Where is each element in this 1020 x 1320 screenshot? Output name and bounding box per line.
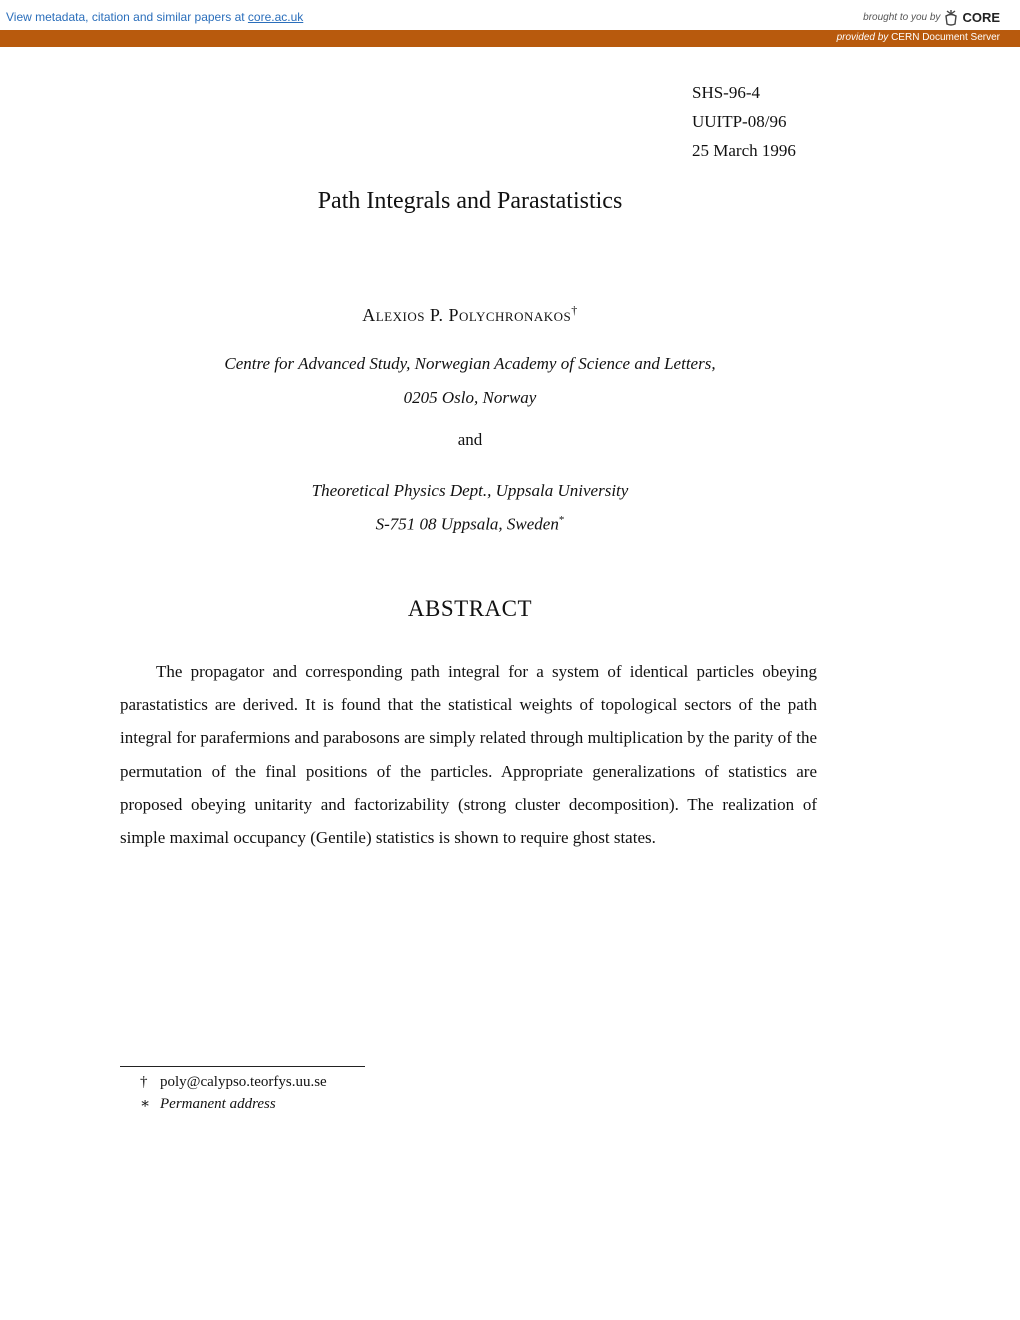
core-branding[interactable]: [863, 8, 1000, 26]
provided-by-text[interactable]: [837, 32, 1000, 43]
author: [0, 303, 940, 326]
author-footnote-mark: †: [571, 303, 578, 317]
preprint-number-2: UUITP-08/96: [692, 112, 787, 131]
core-ac-uk-link[interactable]: core.ac.uk: [247, 10, 304, 24]
footnote-permanent-address: [140, 1094, 276, 1113]
abstract-heading: ABSTRACT: [407, 596, 533, 621]
preprint-date: 25 March 1996: [692, 141, 796, 160]
abstract-body: The propagator and corresponding path integral for a system of identical particles obeying parastatistics are derived. It is found that the statistical weights of topological sectors of the path integral for parafermions and parabosons are simply related through multiplication by the parity of the permutation of the final positions of the particles. Appropriate generalizations of statistics are proposed obeying unitarity and factorizability (strong cluster decomposition). The realization of simple maximal occupancy (Gentile) statistics is shown to require ghost states.: [120, 662, 817, 848]
core-name: CORE: [962, 9, 1000, 25]
author-email: poly@calypso.teorfys.uu.se: [160, 1074, 327, 1090]
affiliation-2-address: S-751 08 Uppsala, Sweden: [375, 514, 559, 534]
conjunction-and: and: [457, 430, 483, 449]
footnote-mark-asterisk: ∗: [140, 1096, 151, 1112]
affiliation-1-line-2: 0205 Oslo, Norway: [403, 388, 537, 407]
provider-source: CERN Document Server: [891, 32, 1000, 43]
affiliation-1-line-1: Centre for Advanced Study, Norwegian Academy of Science and Letters,: [224, 354, 716, 373]
permanent-address-note: Permanent address: [160, 1096, 276, 1112]
core-metadata-text: [6, 10, 303, 24]
affiliation-2-line-1: Theoretical Physics Dept., Uppsala University: [311, 481, 629, 500]
footnote-mark-dagger: †: [140, 1074, 148, 1090]
footnote-divider: [120, 1066, 365, 1067]
core-banner: [0, 0, 1020, 30]
provided-by-prefix: provided by: [836, 32, 889, 43]
core-logo-icon: [944, 8, 958, 26]
brought-to-you-text: brought to you by: [863, 11, 941, 23]
affiliation-2-line-2: [0, 514, 940, 535]
preprint-number-1: SHS-96-4: [692, 83, 761, 102]
core-metadata-prefix: View metadata, citation and similar papers at: [6, 10, 245, 24]
preprint-info: [692, 78, 796, 165]
footnote-email: [140, 1074, 327, 1091]
core-provider-bar: [0, 30, 1020, 47]
author-name: Alexios P. Polychronakos: [362, 305, 572, 325]
affiliation-footnote-mark: *: [558, 514, 565, 526]
paper-title: Path Integrals and Parastatistics: [317, 188, 623, 214]
